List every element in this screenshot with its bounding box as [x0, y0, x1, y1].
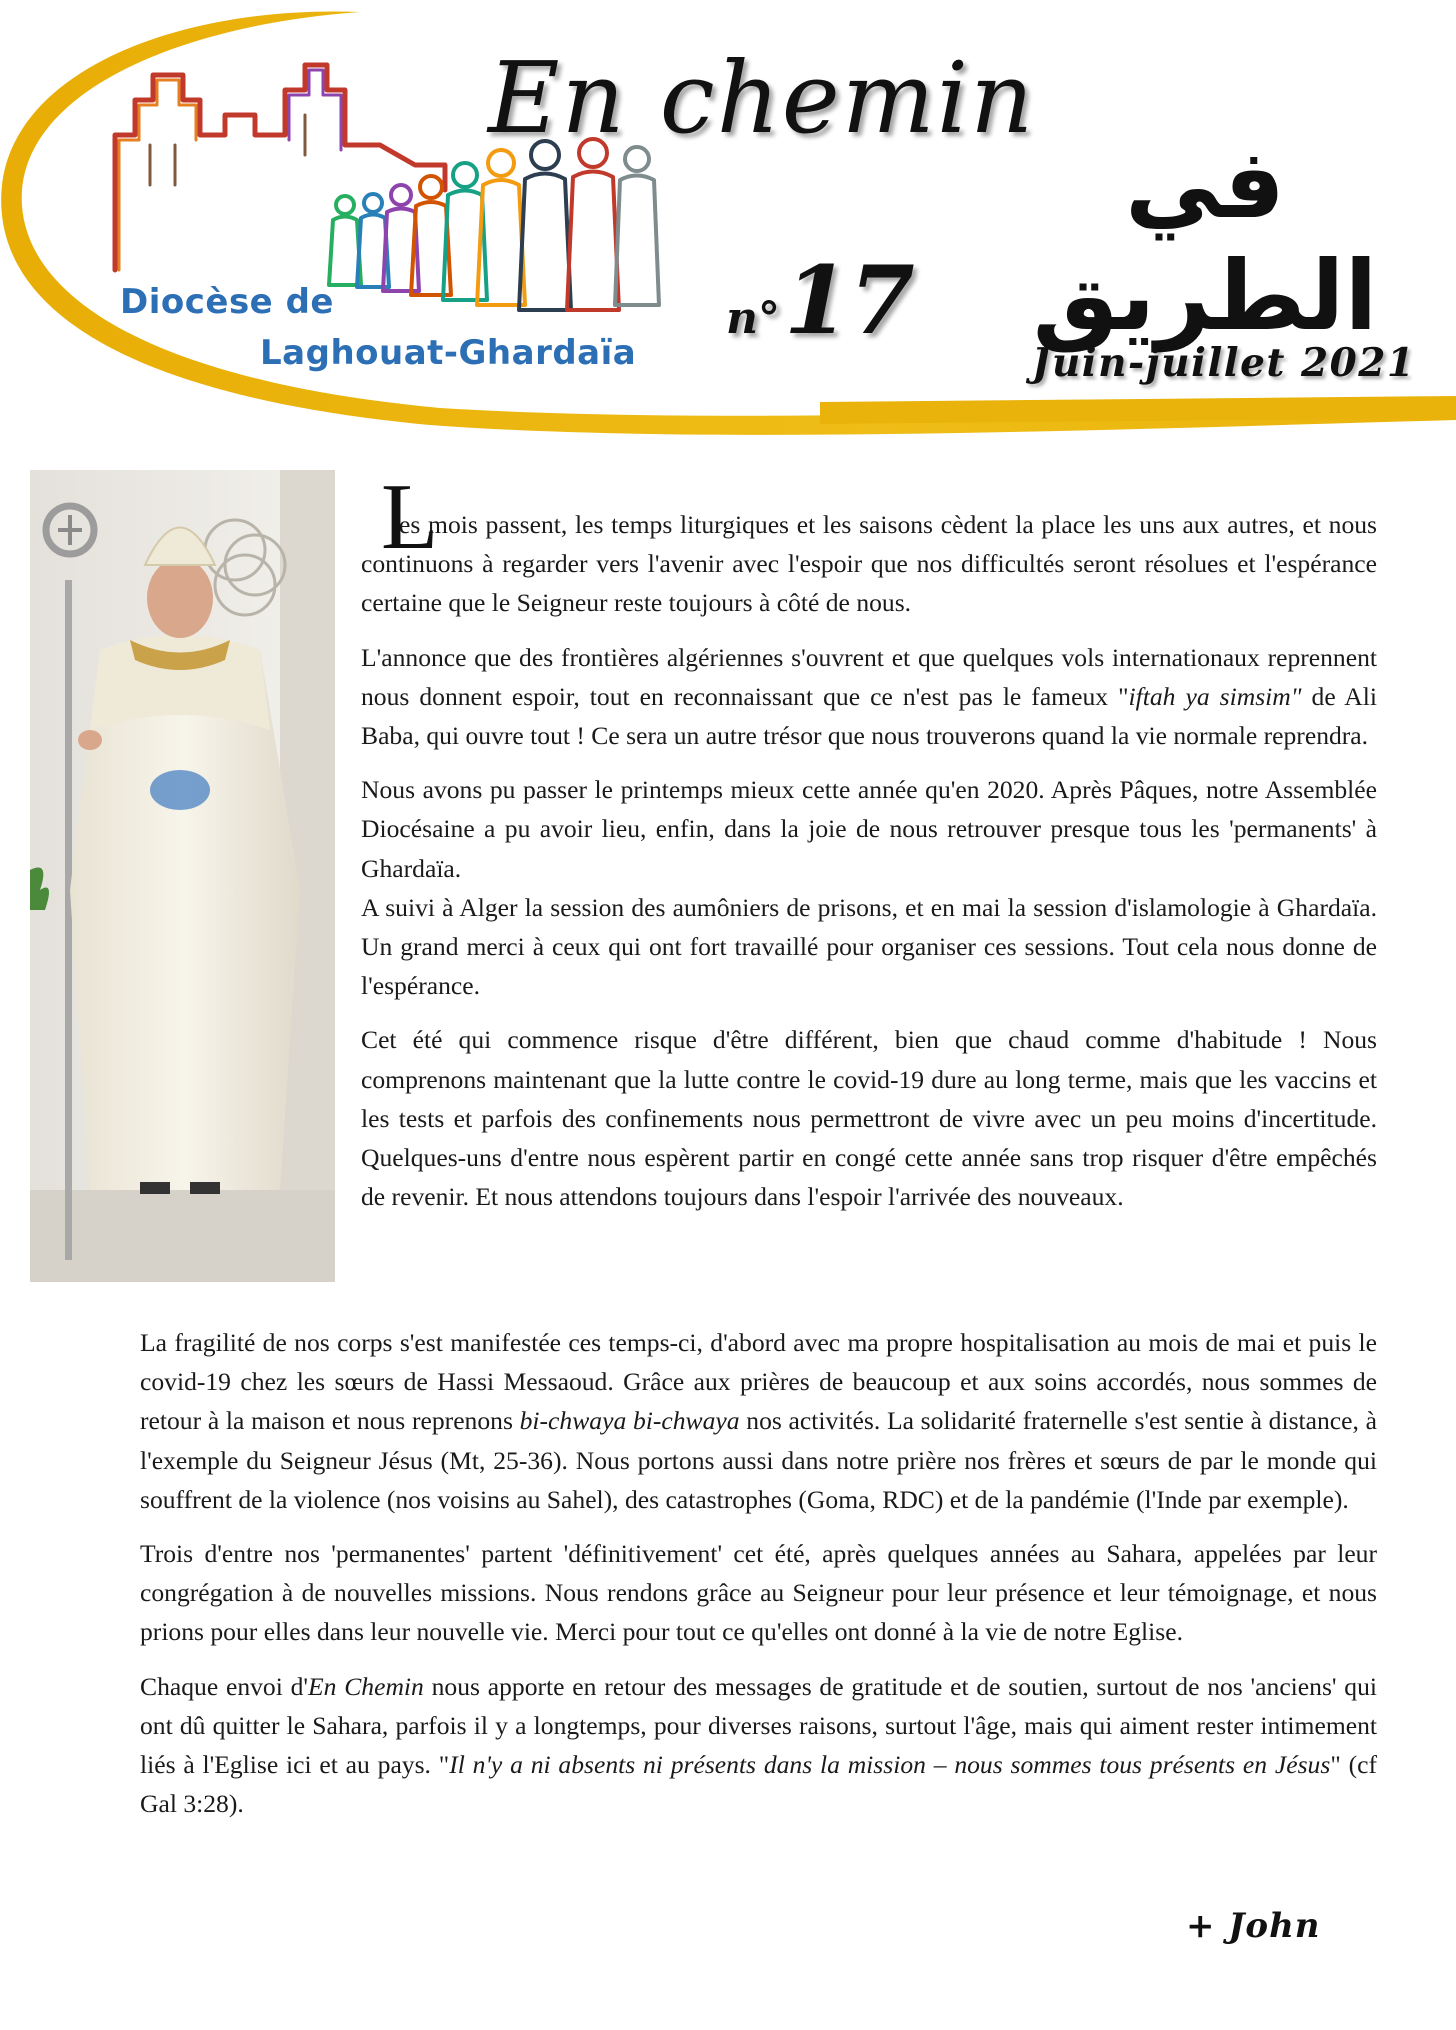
- issue-number-value: 17: [784, 246, 915, 356]
- signature: + John: [1186, 1906, 1321, 1946]
- article-column-full: [140, 1323, 1377, 1838]
- article-paragraph-3-line-1: Nous avons pu passer le printemps mieux cette année qu'en 2020. Après Pâques, notre Assemblée Diocésaine a pu avoir lieu, enfin, dans la joie de nous retrouver presque tous les 'permanents' à Ghardaïa.: [361, 775, 1377, 883]
- issue-number: [726, 246, 915, 356]
- article-paragraph-2-italic: iftah ya simsim": [1128, 681, 1302, 711]
- article-paragraph-7-italic-1: En Chemin: [308, 1671, 424, 1701]
- issue-date: Juin-juillet 2021: [1032, 340, 1416, 386]
- article-paragraph-3-line-2: A suivi à Alger la session des aumôniers de prisons, et en mai la session d'islamologie à Ghardaïa. Un grand merci à ceux qui ont fort travaillé pour organiser ces sessions. Tout cela nous donne de l'espérance.: [361, 892, 1377, 1001]
- article-paragraph-2-part-a: L'annonce que des frontières algériennes s'ouvrent et que quelques vols internationaux reprennent nous donnent espoir, tout en reconnaissant que ce n'est pas le fameux ": [361, 642, 1377, 711]
- drop-cap: L: [381, 465, 439, 569]
- article-paragraph-7-part-a: Chaque envoi d': [140, 1671, 309, 1701]
- article-paragraph-7-italic-2: Il n'y a ni absents ni présents dans la mission – nous sommes tous présents en Jésus: [449, 1750, 1331, 1780]
- article-paragraph-5-part-b: nos activités. La solidarité fraternelle s'est sentie à distance, à l'exemple du Seigneur Jésus (Mt, 25-36). Nous portons aussi dans notre prière nos frères et sœurs de par le monde qui souffrent de la violence (nos voisins au Sahel), des catastrophes (Goma, RDC) et de la pandémie (l'Inde par exemple).: [140, 1406, 1378, 1514]
- diocese-name-line2: Laghouat-Ghardaïa: [260, 333, 637, 373]
- article-paragraph-1: [361, 465, 1377, 623]
- bishop-photo: [30, 470, 335, 1282]
- article-paragraph-1-text: es mois passent, les temps liturgiques et les saisons cèdent la place les uns aux autres, et nous continuons à regarder vers l'avenir avec l'espoir que nos difficultés seront résolues et l'espérance certaine que le Seigneur reste toujours à côté de nous.: [361, 510, 1377, 618]
- bishop-photo-icon: [30, 470, 335, 1282]
- article-paragraph-7-part-b: nous apporte en retour des messages de gratitude et de soutien, surtout de nos 'anciens' qui ont dû quitter le Sahara, parfois il y a longtemps, pour diverses raisons, surtout l'âge, mais qui aiment rester intimement liés à l'Eglise ici et au pays. ": [140, 1671, 1377, 1780]
- article-paragraph-5-part-a: La fragilité de nos corps s'est manifestée ces temps-ci, d'abord avec ma propre hospitalisation au mois de mai et puis le covid-19 chez les sœurs de Hassi Messaoud. Grâce aux prières de beaucoup et aux soins accordés, nous sommes de retour à la maison et nous reprenons: [140, 1328, 1377, 1436]
- article-paragraph-5-italic: bi-chwaya bi-chwaya: [519, 1406, 740, 1436]
- issue-prefix: n°: [726, 293, 780, 344]
- article-paragraph-3: [361, 770, 1377, 1005]
- article-paragraph-6: Trois d'entre nos 'permanentes' partent 'définitivement' cet été, après quelques années au Sahara, appelées par leur congrégation à de nouvelles missions. Nous rendons grâce au Seigneur pour leur présence et leur témoignage, et nous prions pour elles dans leur nouvelle vie. Merci pour tout ce qu'elles ont donné à la vie de notre Eglise.: [140, 1539, 1377, 1647]
- article-paragraph-2: [361, 638, 1377, 756]
- article-paragraph-7: [140, 1667, 1377, 1824]
- article-paragraph-5: [140, 1323, 1377, 1519]
- newsletter-title-arabic: في الطريق: [1032, 128, 1378, 352]
- article-paragraph-4: Cet été qui commence risque d'être différent, bien que chaud comme d'habitude ! Nous comprenons maintenant que la lutte contre le covid-19 dure au long terme, mais que les vaccins et les tests et parfois des confinements nous permettront de vivre avec un peu moins d'incertitude. Quelques-uns d'entre nous espèrent partir en congé cette année sans trop risquer d'être empêchés de revenir. Et nous attendons toujours dans l'espoir l'arrivée des nouveaux.: [361, 1025, 1377, 1212]
- newsletter-title-french: En chemin: [488, 42, 1036, 156]
- diocese-name-line1: Diocèse de: [120, 282, 334, 322]
- article-paragraph-7-part-c: " (cf Gal 3:28).: [140, 1750, 1377, 1819]
- article-paragraph-2-part-b: de Ali Baba, qui ouvre tout ! Ce sera un autre trésor que nous trouverons quand la vie normale reprendra.: [361, 681, 1377, 751]
- article-column-right: [361, 465, 1377, 1231]
- newsletter-header: [0, 0, 1456, 440]
